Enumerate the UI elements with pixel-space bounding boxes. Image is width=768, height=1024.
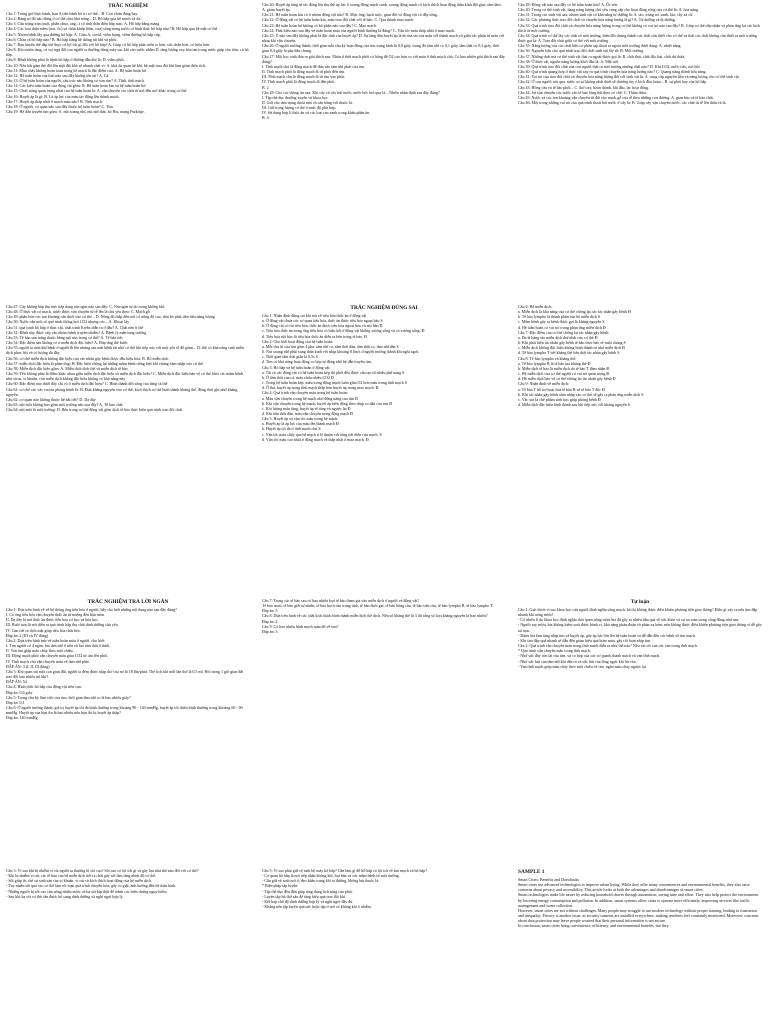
text-line: Câu 46: Một trong những vai trò của quá trình thoát hơi nước ở cây là: B. Giúp cây vận chuyển nước, các chất từ rễ lên thân và lá. bbox=[518, 99, 727, 105]
text-line: c. Mầm bệnh gây ra bệnh được gọi là kháng nguyên S bbox=[518, 319, 605, 325]
text-line: Câu 1: Dựa trên hình vẽ về hệ thống ống tiêu hóa ở người, hãy cho biết những nội dung nào sau đây đúng? bbox=[6, 607, 177, 612]
text-line: c. Vắc xin là chế phẩm sinh học giúp phòng bệnh Đ bbox=[518, 396, 601, 402]
row4-col2-lines bbox=[262, 868, 506, 909]
text-line: In conclusion, smart cities bring convenience, efficiency, and environmental benefits, but they bbox=[518, 923, 669, 929]
row-3 bbox=[0, 598, 768, 864]
text-line: a. Miễn dịch là khả năng của cơ thể chống lại các tác nhân gây bệnh Đ bbox=[518, 309, 631, 315]
row4-col2 bbox=[256, 868, 512, 1024]
text-line: b. Miễn dịch tế bào là miễn dịch do tế bào T đảm nhận Đ bbox=[518, 365, 610, 371]
text-line: b. Khi phát hiện tác nhân gây bệnh tế bào thực bào sẽ nuốt chúng S bbox=[518, 340, 626, 346]
text-line: Câu 4: Hình thức hô hấp của động vật trên cạn: bbox=[6, 684, 82, 690]
text-line: - Khi bị nhiễm vi rút, các tế bào của hệ miễn dịch tiết ra chất gây sốt làm tăng nhiệt độ cơ thể. bbox=[6, 873, 157, 879]
text-line: Câu 9: Nhận định về miễn dịch: bbox=[518, 381, 570, 387]
text-line: II. Van tim giúp máu chảy theo một chiều. bbox=[6, 648, 74, 654]
text-line: Câu 2: Quá trình vận chuyển máu trong tĩnh mạch diễn ra như thế nào? Nêu vai trò của các van trong tĩnh mạch. bbox=[518, 643, 698, 649]
text-line: d. Hệ tuần hoàn có vai trò trong phản ứng miễn dịch Đ bbox=[518, 324, 606, 330]
text-line: Câu 15: Chức năng quan trọng nhất của hệ tuần hoàn là: A. vận chuyển các chất từ nơi đến nơi khác trong cơ thể. bbox=[6, 88, 188, 94]
text-line: Đáp án: 2 bbox=[262, 618, 278, 624]
text-line: Câu 35: Năng lượng của các chất hữu cơ phân tạp thoát ra ngoài môi trường dưới dạng: A. nhiệt năng. bbox=[518, 43, 682, 49]
text-line: III. Tĩnh mạch chủ là động mạch đi từ tim vào phổi. bbox=[262, 74, 346, 80]
text-line: - Rượu bia làm tăng nhịp tim và huyết áp, gây áp lực lớn lên hệ tuần hoàn và dễ dẫn đến các bệnh về tim mạch. bbox=[518, 632, 697, 638]
row2-col2 bbox=[256, 304, 512, 592]
row3-col1-lines bbox=[6, 607, 250, 720]
row1-col2-lines bbox=[262, 2, 506, 121]
row2-col1-lines bbox=[6, 304, 250, 412]
text-line: Câu 7: Trong các tế bào sau có bao nhiêu loại tế bào tham gia vào miễn dịch ở người và động vật? bbox=[262, 598, 420, 603]
text-line: Đáp án: 0,1 bbox=[6, 699, 25, 705]
text-line: - Cơ quan hô hấp là nơi tiếp nhận không khí, bụi bẩn và các mầm bệnh từ môi trường. bbox=[262, 873, 400, 879]
text-line: d. Ở thú, huyết áp trong tĩnh mạch thấp hơn huyết áp trong mao mạch. Đ bbox=[262, 385, 379, 391]
row1-col3 bbox=[512, 2, 768, 302]
text-line: Câu 61: cơ chế các vắc vaccin phòng bệnh là: B. Đưa kháng nguyên vào cơ thể, kích thích cơ thể hình thành kháng thể, đồng thời ghi nhớ kháng nguyên. bbox=[6, 386, 238, 397]
text-line: Đáp án: 3 bbox=[262, 628, 278, 634]
text-line: a. Huyết áp là áp lực của máu lên thành mạch Đ bbox=[262, 421, 339, 427]
row4-col1 bbox=[0, 868, 256, 1024]
text-line: - Tập thể dục đều đặn giúp tăng dung tích sống của phổi. bbox=[262, 888, 353, 894]
text-line: b. Ở động vật có túi tiêu hóa, thức ăn được tiêu hóa ngoại bào và nội bào Đ bbox=[262, 323, 383, 329]
text-line: - Nhờ sức hút của tâm nhĩ khi dãn ra và sức hút của lồng ngực khi hít vào. bbox=[518, 658, 637, 664]
text-line: Đáp án: 5 bbox=[262, 608, 278, 614]
text-line: - Người say rượu, bia không kiểm soát được hành vi, khả năng phán đoán và phản xạ kém, nên không được điều khiển phương tiện giao thông vì dễ gây tai nạn. bbox=[518, 622, 762, 633]
text-line: a. Tế bào lympho B là tế bào tạo kháng thể Đ bbox=[518, 360, 591, 366]
text-line: Câu 7: Bạn huyền thể đáp thế thực có lợi ích gì đối với hô hấp? A. Giúp cơ hô hấp phát triển to hơn, sức chấn hơn, có hiệu hơn. bbox=[6, 41, 211, 47]
text-line: Câu 12: Hệ tuần hoàn của loài nào sau đây không tồn tại? A. Cá. bbox=[6, 72, 110, 78]
section-heading: TRẮC NGHIỆM bbox=[108, 3, 148, 9]
text-line: Câu 33: Quá trình trao đổi chất và chuyển hóa năng lượng trong cơ thể không có vai trò nào sau đây? B. Giúp cơ thể tiếp nhận và phản ứng lại các kích thích từ môi trường. bbox=[518, 22, 761, 33]
text-line: Câu 3: Khi quan sát một con giun đất, người ta đếm được nhịp thở của nó là 18 lần/phút. Thể tích khí mỗi lần thở là 0,5 ml. Hỏi trong 1 giờ giun đất trao đổi bao nhiêu ml khí? bbox=[6, 668, 244, 680]
row3-col2-lines bbox=[262, 598, 506, 634]
text-line: IV. Tĩnh mạch phổi là động mạch đi đến phổi. bbox=[262, 79, 336, 85]
text-line: B. 4 bbox=[262, 115, 269, 121]
text-line: c. Hệ miễn dịch của cơ thể người có vai trò quan trọng Đ bbox=[518, 371, 610, 377]
text-line: Câu 49: phân bón các ion khoáng cần thiết vào cơ thể... D. Nồng độ thấp đến nơi có nồng độ cao, thải bỏ phát tiền tiêu năng lượng bbox=[6, 314, 215, 320]
text-line: Smart Cities: Benefits and Drawbacks bbox=[518, 877, 580, 882]
text-line: b. Ở tâm thất của cá, máu chứa nhiều CO2 Đ bbox=[262, 374, 334, 380]
text-line: c. Trong hệ tuần hoàn kép, máu trong động mạch luôn giàu O2 hơn máu trong tĩnh mạch S bbox=[262, 380, 407, 386]
text-line: Câu 4: Các loại thân mềm (trai, ốc) và chân khớp (tôm, cua) sống trong nước có hình thức hô hấp nào? B. Hô hấp qua bề mặt cơ thể bbox=[6, 26, 218, 32]
text-line: II. Tĩnh mạch phổi là động mạch đi từ phổi đến tim. bbox=[262, 69, 346, 75]
text-line: d. Khi tâm thất dãn, máu vận chuyển trong động mạch Đ bbox=[262, 410, 353, 416]
text-line: Câu 5: Nhóm bệnh lây qua đường hô hấp: A. Cúm A, covid, viêm họng, viêm đường hô hấp cấp. bbox=[6, 31, 161, 37]
text-line: - Luyện tập hít thở sâu để tăng hiệu quả trao đổi khí. bbox=[262, 893, 346, 899]
text-line: Câu 4: Quá trình vận chuyển máu trong hệ tuần hoàn: bbox=[262, 390, 348, 396]
text-line: - Sau khi hạ sốt cơ thể cần được bổ sung dinh dưỡng và nghỉ ngơi hợp lý. bbox=[6, 893, 124, 899]
text-line: Câu 7: Đặc điểm của cơ thể chống lại tác nhân gây bệnh: bbox=[518, 329, 610, 335]
text-line: d. Tim có khả năng hoạt động co bóp tự động nhờ hệ dẫn truyền tim. bbox=[262, 359, 372, 365]
text-line: c. Miễn dịch không đặc hiệu không hình thành trí nhớ miễn dịch Đ bbox=[518, 345, 625, 351]
text-line: Câu 24: Phát biểu nào sau đây về tuần hoàn máu của người bình thường là đúng? C. Vận tốc máu thấp nhất ở mao mạch. bbox=[262, 27, 456, 33]
text-line: a. Máu vận chuyển trong hệ mạch nhờ động năng của tim Đ bbox=[262, 395, 358, 401]
row1-col1-lines bbox=[6, 11, 250, 114]
text-line: - Kết hợp chế độ dinh dưỡng hợp lý và nghỉ ngơi đầy đủ. bbox=[262, 898, 354, 904]
text-line: ĐÁP ÁN: 3 (I, II, III đúng) bbox=[6, 663, 50, 669]
text-line: - Sốt giúp ức chế sự sinh sản của vi khuẩn, vi rút và kích thích hoạt động của hệ miễn dịch. bbox=[6, 878, 152, 884]
text-line: Câu 5: Trong chu kỳ làm việc của tim, thời gian tâm nhĩ co là bao nhiêu giây? bbox=[6, 694, 131, 700]
text-line: Câu 13: Ở hệ tuần hoàn của người, cấu trúc nào không có van tim? A. Tĩnh, tĩnh mạch. bbox=[6, 78, 146, 84]
text-line: - Van tĩnh mạch giúp máu chảy theo một chiều về tim, ngăn máu chảy ngược lại. bbox=[518, 663, 648, 669]
text-line: IV. Sử dụng hợp lí thức ăn và các loại rau xanh trong khẩu phần ăn. bbox=[262, 110, 371, 116]
text-line: Câu 2: Cho biết hoạt động của hệ tuần hoàn: bbox=[262, 338, 334, 344]
text-line: Câu 5: Huyết áp và vận tốc máu trong hệ mạch: bbox=[262, 416, 339, 422]
text-line: Câu 45: Nước và các ion khoáng vận chuyển từ đất vào mạch gỗ của rễ theo những con đường: A. gian bào và tế bào chất. bbox=[518, 94, 714, 100]
text-line: II. Giữ cho tâm trạng thoải mái và cân bằng với thuốc lá. bbox=[262, 99, 353, 105]
text-line: Câu 40: Quá trình quang hợp ở thực vật xảy ra quá trình chuyển hóa năng lượng nào? C. Quang năng thành hóa năng. bbox=[518, 69, 707, 75]
text-line: Câu 6: Châu cá hô hấp nào? B. Hô hấp bằng hệ thống túi khí và phổi. bbox=[6, 36, 118, 42]
text-line: a. Mỗi chu kì của tim gồm 4 pha: tâm nhĩ co, tâm thất dãn, tâm thất co, tâm nhĩ dãn S bbox=[262, 343, 399, 349]
text-line: Câu 8: Dựa trên hình vẽ các chất kích thích hình thành miễn dịch thể dịch. Nếu số kháng thể là 3 thì tổng số loại kháng nguyên là bao nhiêu? bbox=[262, 613, 488, 619]
row2-col1 bbox=[0, 304, 256, 592]
text-line: II. Dạ dày là nơi thức ăn được tiêu hóa cơ học và hóa học. bbox=[6, 617, 99, 623]
row1-col2 bbox=[256, 2, 512, 302]
text-line: B. 2 bbox=[262, 84, 269, 90]
text-line: Câu 58: Miễn dịch đặc hiệu gồm: A. Miễn dịch dịch thể và miễn dịch tế bào bbox=[6, 365, 128, 371]
text-line: * Biện pháp tập luyện: bbox=[262, 883, 299, 889]
text-line: Câu 3: Hô hấp và hệ tuần hoàn ở động vật: bbox=[262, 364, 331, 370]
text-line: Đáp án: 0,6 giây bbox=[6, 689, 33, 695]
text-line: c. Tiêu hóa thức ăn trong ống tiêu hóa có hiệu kết ở đồng vật không xương sống và có xương sống. Đ bbox=[262, 328, 425, 334]
text-line: Câu 26: Ở người trưởng thành, thời gian mỗi chu kỳ hoạt động của tim trung bình là 0,8 giây, trong đó tâm nhĩ co 0,1 giây, tâm thất co 0,3 giây, thời gian 0,4 giây là pha dãn chung. bbox=[262, 43, 500, 54]
text-line: - Nhờ sức đẩy còn lại của tim, sự co bóp của các cơ quanh thành mạch và van tĩnh mạch. bbox=[518, 653, 661, 659]
text-line: * Quá trình vận chuyển máu trong tĩnh mạch: bbox=[518, 648, 591, 654]
row3-col1 bbox=[0, 598, 256, 864]
row1-col3-lines bbox=[518, 2, 762, 105]
row4-col3 bbox=[512, 868, 768, 1024]
text-line: I. Tim người có 4 ngăn, hai tâm nhĩ ở trên và hai tâm thất ở dưới. bbox=[6, 643, 111, 649]
text-line: Câu 53: Tế bào sản tráng thuộc hằng nơi nào trong cơ thể? A. Tế bào tiệc bbox=[6, 334, 124, 340]
text-line: I. Có ống tiêu hóa vận chuyển thức ăn từ miệng đến hậu môn. bbox=[6, 612, 105, 618]
text-line: Smart cities use advanced technologies to improve urban living. While they offer many conveniences and environmental benefits, they also raise concerns about privacy and accessibility. This article looks at both the advantages and disadvantages of smart cities. bbox=[518, 882, 750, 893]
text-line: Câu 9: Có bao nhiêu hình mạch máu đổ về tim? bbox=[262, 623, 339, 629]
text-line: Câu 36: Nguyên liệu cho quá trình trao đổi chất sinh vật lấy từ: B. Môi trường bbox=[518, 48, 644, 54]
row4-col3-lines bbox=[518, 877, 762, 929]
text-line: Câu 56: cơ chế miễn dịch không đặc hiệu của các nhân gây bệnh được đều hiệu hóa: B. Bộ miễn dịch bbox=[6, 355, 169, 361]
text-line: Câu 22: Ở động vật có hệ tuần hoàn kín, máu trao đổi chất với tế bào: C. Qua thành mao mạch. bbox=[262, 17, 415, 23]
text-line: d. Hệ miễn dịch bảo vệ cơ thể chống lại tác nhân gây bệnh Đ bbox=[518, 376, 616, 382]
row-4 bbox=[0, 868, 768, 1024]
text-line: Câu 55: người ta sinh khí bệnh ở người đi lên nhưng sau mất bệnh tất nhờ cơ thể khi tiếp xúc với một yếu tố để giảm... D. thể có khả năng sinh miễn dịch phục hồi và có lượng đủ đầy. bbox=[6, 345, 244, 356]
text-line: Câu 19: Hệ dẫn truyền tim gồm: A. nút xoang nhĩ, nút nhĩ thất, bó His, mạng Purkinje. bbox=[6, 108, 145, 114]
text-line: Tế bào mast, tế bào giết tự nhiên, tế bào bạch cầu trung tính, tế bào đuôi gai, tế bào hồng cầu, tế bào tiểu cầu, tế bào lympho B, tế bào lympho T. bbox=[262, 603, 494, 609]
text-line: Câu 41: Vai trò của trao đổi chất và chuyển hóa năng lượng đối với sinh vật là: A. cung cấp nguyên liệu và năng lượng cho cơ thể sinh vật. bbox=[518, 74, 740, 80]
text-line: Câu 63: nội môi không bao gồm môi trường nào sau đây? A. Tế bào chất bbox=[6, 401, 123, 407]
text-line: Câu 48: Ở thực vật có mạch, nước được vận chuyển từ rễ lên lá chủ yếu theo: C. Mạch gỗ bbox=[6, 309, 150, 315]
text-line: IV. Gan tiết ra dịch mật giúp tiêu hóa chất béo. bbox=[6, 627, 81, 633]
sample-heading: SAMPLE 1 bbox=[518, 869, 545, 875]
text-line: c. Thời gian tâm thất giãn là 0,5s S bbox=[262, 354, 318, 360]
row-1 bbox=[0, 2, 768, 302]
text-line: d. Miễn dịch đặc hiệu hình thành sau khi tiếp xúc với kháng nguyên S bbox=[518, 401, 630, 407]
text-line: Câu 16: Huyết áp là gì: B. Là áp lực của máu tác động lên thành mạch. bbox=[6, 93, 120, 99]
text-line: Câu 10: Nếu bắt gặm thể đối lên mặt đất khô sẽ nhanh chết vì: A. khô da quan hệ khí, bề mặt trao đổi khí làm giảm diện tích. bbox=[6, 62, 206, 68]
text-line: Câu 1: Giải thích vì sao khoa học cửa người định nghĩa sống mạch, bà thị không được điều khiển phương tiện giao thông? Điều gì xảy ra nếu tim đập nhanh khi uống rượu? bbox=[518, 607, 758, 618]
text-line: Câu 18: Ở người, cơ quan nào sau đây thuộc hệ tuần hoàn? C. Tim. bbox=[6, 103, 114, 109]
text-line: Câu 6: Hệ miễn dịch: bbox=[518, 304, 553, 309]
text-line: Câu 28: Cho các thông tin sau: Khi cây và cây hút nước, nước bốc hơi qua lá... Nhiều nhận định sau đây đúng? bbox=[262, 89, 440, 95]
section-heading: TRẮC NGHIỆM ĐÚNG SAI bbox=[350, 305, 418, 311]
text-line: c. Khi lượng máu tăng, huyết áp sẽ tăng và ngược lại Đ bbox=[262, 405, 351, 411]
text-line: Câu 38: Ở thực vật, nguồn năng lượng khởi đầu là: A. Mặt trời bbox=[518, 58, 619, 64]
text-line: Câu 51: quá trình hô hấp ở thực vật, chất trình Krebs diễn ra ở đâu? A. Chất nền ti thể bbox=[6, 324, 144, 330]
text-line: - Những người bị sốt cao cần uống nhiều nước và hạ sốt kịp thời để tránh các biến chứng nguy hiểm. bbox=[6, 888, 168, 894]
text-line: Câu 59: Tên không phải là điểm khác nhau giữa miễn dịch đặc hiệu và miễn dịch đặc hiệu? C. Miễn dịch đặc hiệu bảo vệ cơ thể khỏi các mầm bệnh như virus, vi khuẩn, còn miễn dịch không đặc hiệu không có khả năng này. bbox=[6, 371, 244, 382]
text-line: Câu 8: Tế bào lympho và kháng thể: bbox=[518, 355, 577, 361]
row2-col2-lines bbox=[262, 313, 506, 442]
row4-col1-lines bbox=[6, 868, 250, 899]
text-line: Smart technologies make life easier by reducing household chores through automation, saving time and effort. They also help protect the environment by lowering energy consumption and pollution. In addition, smart systems allow cities to operate more efficiently, improving services like traffic management and waste collection. bbox=[518, 892, 759, 908]
section-heading: TRẮC NGHIỆM TRẢ LỜI NGẮN bbox=[87, 599, 169, 605]
text-line: Đáp án: 2 (III và IV đúng) bbox=[6, 632, 49, 638]
text-line: c. Vận tốc máu chậy qua hệ mạch tỉ lệ thuận với tổng tiết diện của mạch. S bbox=[262, 431, 382, 437]
text-line: Câu 64: nội môi là môi trường: D. Bên trong cơ thể động vật gồm dịch tế bào thực hiện quá trình trao đổi chất bbox=[6, 407, 183, 413]
row2-col3 bbox=[512, 304, 768, 592]
text-line: Câu 23: Hệ tuần hoàn hở không có bộ phận nào sau đây? C. Mao mạch. bbox=[262, 22, 377, 28]
text-line: Câu 57: miễn dịch đặc hiệu là phản ứng: B. Đặc hiệu chống lại những mầm bệnh riêng biệt khi chúng xâm nhập vào cơ thể bbox=[6, 360, 203, 366]
row2-col3-lines bbox=[518, 304, 762, 407]
text-line: Câu 32: Các phương thức trao đổi chất và chuyển hóa năng lượng là gì? A. Tự dưỡng và dị dưỡng. bbox=[518, 17, 676, 23]
text-line: Câu 8: Khi muôn tăng, cá voi ngủ đối cao người ta thường dùng máy sục khí vào nước nhằm D. tăng lượng oxy hòa tan trong nước giúp cho tôm, cá hô hấp. bbox=[6, 47, 249, 58]
text-line: b. Tế bào lympho là thành phần của hệ miễn dịch S bbox=[518, 314, 601, 320]
text-line: d. Vận tốc máu cao nhất ở động mạch và thấp nhất ở mao mạch. Đ bbox=[262, 436, 369, 442]
text-line: - Tuy nhiên sốt quá cao có thể làm rối loạn quá trình chuyển hóa, gây co giật, ảnh hưởng đến hệ thần kinh. bbox=[6, 883, 177, 889]
text-line: b. Huyết áp tối đa ở tĩnh mạch chủ S bbox=[262, 426, 321, 432]
text-line: a. Tế bào T hỗ trợ hoạt hóa tế bào B và tế bào T độc Đ bbox=[518, 386, 605, 392]
row3-col2 bbox=[256, 598, 512, 864]
text-line: Câu 30: Trong cơ thể sinh vật, dạng năng lượng chủ yếu cung cấp cho hoạt động sống của cơ thể là: A. hóa năng. bbox=[518, 7, 700, 13]
text-line: Câu 27: Một học sinh đưa ra giải thích sau: Nhân ở thời mạch phổi có hồng để O2 cao hơn so với máu ở tĩnh mạch chủ. Có bao nhiêu giải thích sau đây đúng? bbox=[262, 53, 506, 64]
text-line: b. Khi tác nhân gây bệnh xâm nhập vào cơ thể sẽ gây ra phản ứng miễn dịch S bbox=[518, 391, 644, 397]
row3-col3 bbox=[512, 598, 768, 864]
text-line: d. Tiêu hóa nội bào là tiêu hóa thức ăn diễn ra bên trong tế bào. Đ bbox=[262, 333, 368, 339]
text-line: IV. Tĩnh mạch chủ vận chuyển máu về tâm nhĩ phải. bbox=[6, 658, 90, 664]
text-line: Câu 60: Đặc điểm nào dưới đây chỉ có ở miễn dịch đặc hiệu? C. Hình thành đời sống của từng cá thể bbox=[6, 381, 168, 387]
text-line: Câu 31: Trong các sinh vật sau, nhóm sinh vật có khả năng tự dưỡng là: A. tảo, trùng roi xanh, lúa, cây xà cừ. bbox=[518, 12, 694, 18]
text-line: III. Động mạch phổi vận chuyển máu giàu CO2 từ tim lên phổi. bbox=[6, 653, 108, 659]
text-line: Câu 3: Cấu trúng tràn (ruột, phân chủa, ong...) có tính thần điều hấp mạc. A. Hô hấp bằng mang bbox=[6, 21, 160, 27]
text-line: Câu 29: Động vật nào sau đây có hệ tuần hoàn kín? A. Ốc sên. bbox=[518, 2, 618, 7]
text-line: a. Tất cả các động vật có hệ tuần hoàn kép thì phổi đều được cấu tạo từ nhiều phế nang S bbox=[262, 369, 405, 375]
text-line: - Cần giữ vệ sinh nơi ở, đeo khẩu trang khi ra đường, không hút thuốc lá. bbox=[262, 878, 379, 884]
text-line: Câu 1: Nhận định đúng sai khi nói về tiêu hóa thức ăn ở động vật bbox=[262, 313, 367, 318]
row3-col3-lines bbox=[518, 607, 762, 669]
text-line: a. Ở động vật chưa các cơ quan tiêu hóa, thức ăn được tiêu hóa ngoại bào S bbox=[262, 318, 383, 324]
text-line: Câu 52: Bệnh này được xếp vào nhóm bệnh truyền nhiễm? A. Bệnh lý mãn tung trưởng bbox=[6, 329, 147, 335]
row1-col1 bbox=[0, 2, 256, 302]
text-line: - Khi tim đập quá nhanh sẽ dẫn đến giảm hiệu quả bơm máu, gây rối loạn nhịp tim. bbox=[518, 637, 652, 643]
text-line: Câu 11: Màu chấy không hoàn toàn trong hệ mạch là đặc điểm của: A. Hệ tuần hoàn hở. bbox=[6, 67, 148, 73]
text-line: d. Tế bào lympho T tiết kháng thể tiêu diệt tác nhân gây bệnh S bbox=[518, 350, 620, 356]
text-line: Câu 44: Sự vận chuyển các nước vào tế bào lông hút theo cơ chế: C. Thẩm thấu. bbox=[518, 89, 647, 95]
text-line: Câu 39: Quá trình trao đổi chất của con người thải ra môi trường những chất nào? D. Khí CO2, nước tiểu, mồ hôi bbox=[518, 63, 700, 69]
text-line: However, smart cities are not without challenges. Many people may struggle to use modern technology without proper training, leading to frustration and inequality. Privacy is another issue, as security cameras are installed everywhere, making residents feel constantly monitored. Moreover, concerns about data protection may leave people worried that their personal information is not secure. bbox=[518, 907, 759, 924]
text-line: b. Nút xoang nhĩ phát xung thần kinh với nhịp khoảng 8 lần/s ở người trưởng thành khi nghỉ ngơi. bbox=[262, 349, 420, 355]
text-line: Câu 3: Vì sao khi bị nhiễm vi rút người ta thường bị sốt cao? Sốt cao có lợi ích gì và gây hại như thế nào đối với cơ thể? bbox=[6, 868, 199, 873]
text-line: Câu 9: Bệnh không phải là bệnh hô hấp ở đường dẫn khí là: D. viêm phổi. bbox=[6, 57, 125, 63]
text-line: Câu 1: Trong giờ thực hành, bạn A tiến hành bố trí cơ thể... B. Con chim đang bay. bbox=[6, 11, 139, 16]
text-line: I. Tĩnh mạch chủ là động mạch để đưa vào tâm nhĩ phải của tim. bbox=[262, 63, 366, 69]
text-line: b. Khi vận chuyển trong hệ mạch, huyết áp biến động theo nhịp co dãn của tim Đ bbox=[262, 400, 393, 406]
text-line: Câu 42: Ở con người trải qua, nước cơ sơ không nhất thiết sẽ thưởng tùy ý kích đầu hoàn... B. sự phát huy của hô hấp bbox=[518, 79, 707, 85]
text-line: III. Ruột non là nơi diễn ra quá trình hấp thụ chất dinh dưỡng chủ yếu. bbox=[6, 622, 119, 628]
text-line: Câu 43: Hồng cầu và tế bào phổi... C. thở oxy, hoàn thành, bắt đầu, lạc hoạt động. bbox=[518, 84, 650, 90]
text-line: Câu 20: Huyết áp tăng sẽ tác động lên thụ thể áp lực ở xoang động mạch cảnh, xoang động mạch cổ kích thích hoạt động thần kinh đối giao cảm làm: A. giảm huyết áp. bbox=[262, 2, 502, 13]
text-line: a. Da là hàng rào miễn dịch thứ nhất của cơ thể Đ bbox=[518, 334, 598, 340]
text-line: Câu 17: Huyết áp thấp nhất ở mạch máu nào? B. Tĩnh mạch bbox=[6, 98, 102, 104]
text-line: Câu 21: Hệ tuần hoàn kín có ở nhóm động vật nào? B. Mực ống, bạch tuộc, giun đốt và động vật có đầy sống. bbox=[262, 12, 439, 18]
text-line: Câu 54: Đặc điểm sản không có ở miễn dịch đặc hiệu? A. Đáp ứng thế bước bbox=[6, 340, 128, 346]
text-line: Đáp án: 140 mmHg bbox=[6, 715, 38, 721]
text-line: III. Giữ trọng lượng cơ thể ở mức độ phù hợp. bbox=[262, 105, 337, 111]
text-line: Câu 6: Ở người trưởng thành, giá trị huyết áp tối đa bình thường trong khoảng 90 - 140 mmHg, huyết áp tối thiểu bình thường trong khoảng 60 - 90 mmHg. Huyết áp của bạn An là bao nhiêu nếu bạn An bị huyết áp thấp? bbox=[6, 704, 243, 716]
text-line: Câu 2: Dựa trên hình ảnh về tuần hoàn máu ở người, cho biết: bbox=[6, 637, 106, 643]
row-2 bbox=[0, 304, 768, 592]
text-line: Câu 47: Cây không hấp thụ trực tiếp dạng nitrogen nào sau đây: C. Nitrogen tự do trong không khí. bbox=[6, 304, 166, 309]
text-line: Câu 14: Các kiểu tuần hoàn của động vật gồm: B. Hệ tuần hoàn kín và hệ tuần hoàn hở. bbox=[6, 83, 147, 89]
text-line: ĐÁP ÁN: 54 bbox=[6, 679, 27, 685]
text-line: I. Tập thể dục thường xuyên và khoa học. bbox=[262, 94, 329, 100]
text-line: Câu 34: Quá trình cơ thể lấy các chất từ môi trường, biến đổi chúng thành các chất cần thiết cho cơ thể và thải các chất không cần thiết ra môi trường được gọi là: A. Trao đổi chất giữa cơ thể với môi trường bbox=[518, 32, 757, 44]
text-line: - Không nên tập luyện quá sức hoặc tập ở nơi có không khí ô nhiễm. bbox=[262, 904, 372, 910]
text-line: - Có nhiều lí do khoa học định nghĩa thói quen uống rượu bia đã gây ra nhiều hậu quả về sức khỏe và sự an toàn trong cộng đồng như sau: bbox=[518, 617, 740, 623]
text-line: Câu 50: Nước vận môi số quá trình thống hợi CO2 nhưng các... A. Khoai lây bbox=[6, 319, 130, 325]
text-line: Câu 62: cơ quan nào không thuộc hệ bài tiết? D. Dạ dày bbox=[6, 396, 96, 402]
text-line: Câu 5: Vì sao phải giữ vệ sinh bộ máy hô hấp? Cần làm gì để hô hấp có lợi ích về tim mạch và hô hấp? bbox=[262, 868, 428, 873]
text-line: Câu 25: Ý nào sau đây không phải là đặc tính của huyết áp? D. Sự tăng dần huyết áp là do ma sát của máu với thành mạch và giữa các phân tử máu với nhau khi vận chuyển. bbox=[262, 32, 505, 44]
section-heading: Tự luận bbox=[630, 599, 650, 605]
text-line: Câu 2: Bảng sơ đồ nào đúng ở cơ thể chịu khả năng... D. Hô hấp qua hệ mạch và da. bbox=[6, 16, 142, 22]
text-line: Câu 37: Những chất mà cơ thể sinh vật thải ra ngoài được gọi là: B. chất thải, chất độc hại, chất dư thừa. bbox=[518, 53, 686, 59]
